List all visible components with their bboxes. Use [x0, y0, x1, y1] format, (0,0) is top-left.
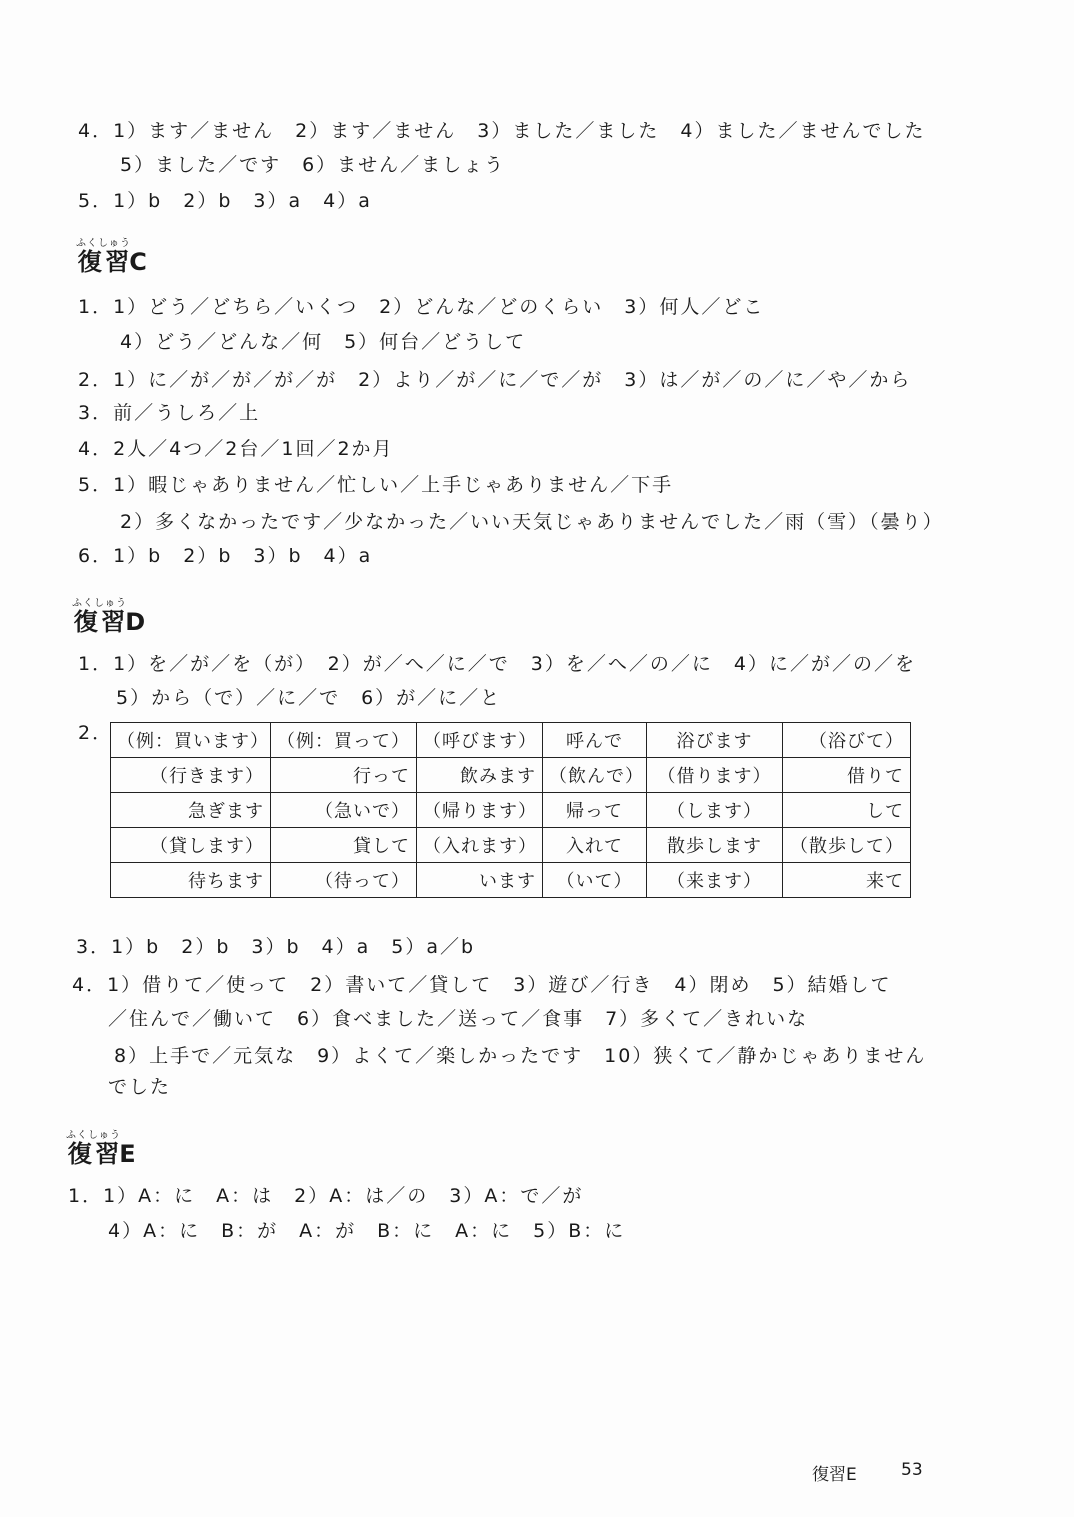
page-number: 53 — [901, 1460, 923, 1480]
section-c-line: 6．1）b 2）b 3）b 4）a — [78, 545, 373, 567]
prev-q4-line1: 4．1）ます／ません 2）ます／ません 3）ました／ました 4）ました／ませんでした — [78, 120, 926, 142]
table-cell: 入れて — [543, 828, 647, 863]
section-c-title-kanji: 復習 — [76, 248, 131, 276]
table-cell: （帰ります） — [417, 793, 543, 828]
table-cell: （行きます） — [111, 758, 271, 793]
section-d-q4-line: ／住んで／働いて 6）食べました／送って／食事 7）多くて／きれいな — [108, 1008, 809, 1030]
table-cell: 来て — [783, 863, 911, 898]
table-cell: （散歩して） — [783, 828, 911, 863]
table-row — [111, 863, 911, 898]
section-e-line2: 4）A：に B：が A：が B：に A：に 5）B：に — [108, 1220, 626, 1242]
section-e-line1: 1．1）A：に A：は 2）A：は／の 3）A：で／が — [68, 1185, 584, 1207]
table-cell: 待ちます — [111, 863, 271, 898]
table-cell: （入れます） — [417, 828, 543, 863]
section-c-line: 3．前／うしろ／上 — [78, 402, 261, 424]
section-d-q4-line: でした — [108, 1076, 172, 1098]
table-cell: 貸して — [271, 828, 417, 863]
table-cell: います — [417, 863, 543, 898]
table-cell: 帰って — [543, 793, 647, 828]
section-e-title-letter: E — [119, 1140, 136, 1168]
table-cell: （例：買って） — [271, 723, 417, 758]
section-d-q4-line: 4．1）借りて／使って 2）書いて／貸して 3）遊び／行き 4）閉め 5）結婚して — [72, 974, 892, 996]
prev-q5: 5．1）b 2）b 3）a 4）a — [78, 190, 372, 212]
table-cell: （来ます） — [647, 863, 783, 898]
table-cell: （急いで） — [271, 793, 417, 828]
table-cell: （飲んで） — [543, 758, 647, 793]
table-cell: して — [783, 793, 911, 828]
section-c-heading — [76, 238, 147, 277]
table-cell: （借ります） — [647, 758, 783, 793]
table-cell: （呼びます） — [417, 723, 543, 758]
conjugation-table — [110, 722, 911, 898]
table-cell: 急ぎます — [111, 793, 271, 828]
table-cell: 借りて — [783, 758, 911, 793]
table-row — [111, 828, 911, 863]
table-cell: （貸します） — [111, 828, 271, 863]
section-c-line: 4）どう／どんな／何 5）何台／どうして — [120, 331, 527, 353]
section-d-q1-line1: 1．1）を／が／を（が） 2）が／へ／に／で 3）を／へ／の／に 4）に／が／の／を — [78, 653, 916, 675]
table-cell: 浴びます — [647, 723, 783, 758]
section-c-ruby: ふくしゅう — [76, 238, 131, 249]
prev-q4-line2: 5）ました／です 6）ません／ましょう — [120, 154, 506, 176]
table-row — [111, 793, 911, 828]
section-c-title-letter: C — [129, 248, 147, 276]
section-d-q1-line2: 5）から（で）／に／で 6）が／に／と — [116, 687, 502, 709]
section-c-line: 5．1）暇じゃありません／忙しい／上手じゃありません／下手 — [78, 474, 674, 496]
table-cell: （待って） — [271, 863, 417, 898]
section-d-title-letter: D — [125, 608, 146, 636]
section-e-title-kanji: 復習 — [66, 1140, 121, 1168]
table-cell: （いて） — [543, 863, 647, 898]
table-row — [111, 723, 911, 758]
table-cell: （します） — [647, 793, 783, 828]
section-c-line: 2．1）に／が／が／が／が 2）より／が／に／で／が 3）は／が／の／に／や／から — [78, 369, 912, 391]
table-cell: 散歩します — [647, 828, 783, 863]
section-d-heading — [72, 598, 145, 637]
table-cell: （例：買います） — [111, 723, 271, 758]
section-d-ruby: ふくしゅう — [72, 598, 127, 609]
section-d-q2-label: 2． — [78, 722, 114, 744]
table-cell: 行って — [271, 758, 417, 793]
section-e-ruby: ふくしゅう — [66, 1130, 121, 1141]
table-cell: 飲みます — [417, 758, 543, 793]
section-c-line: 1．1）どう／どちら／いくつ 2）どんな／どのくらい 3）何人／どこ — [78, 296, 765, 318]
section-c-line: 4．2人／4つ／2台／1回／2か月 — [78, 438, 394, 460]
section-d-q4-line: 8）上手で／元気な 9）よくて／楽しかったです 10）狭くて／静かじゃありません — [114, 1045, 927, 1067]
footer-section-title: 復習E — [812, 1465, 857, 1485]
table-cell: 呼んで — [543, 723, 647, 758]
table-row — [111, 758, 911, 793]
section-d-q3: 3．1）b 2）b 3）b 4）a 5）a／b — [76, 936, 476, 958]
section-c-line: 2）多くなかったです／少なかった／いい天気じゃありませんでした／雨（雪）（曇り） — [120, 511, 944, 533]
section-d-title-kanji: 復習 — [72, 608, 127, 636]
section-e-heading — [66, 1130, 136, 1169]
table-cell: （浴びて） — [783, 723, 911, 758]
